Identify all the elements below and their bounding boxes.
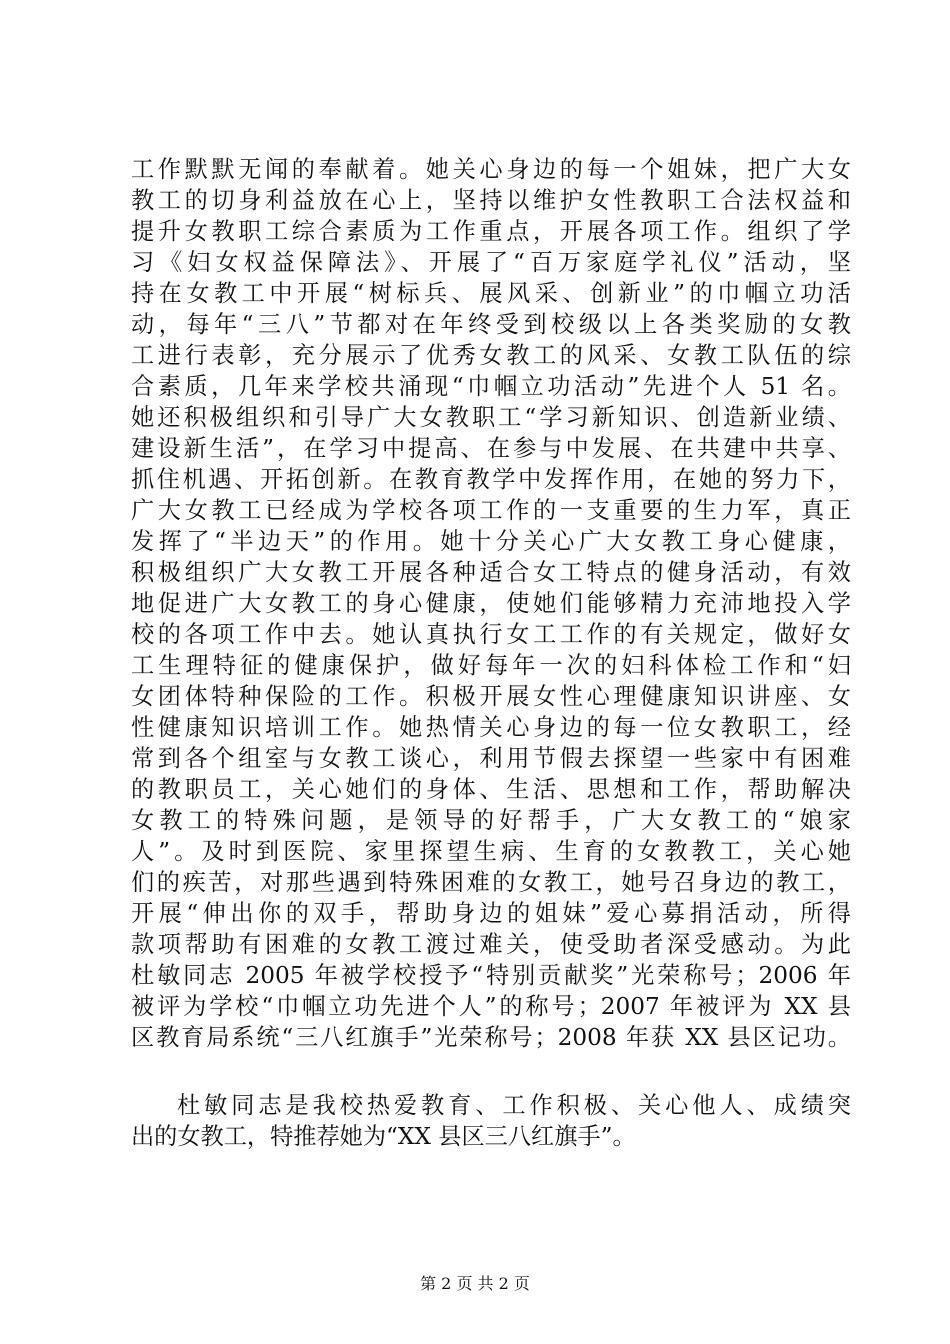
text-line: 动，每年“三八”节都对在年终受到校级以上各类奖励的女教 — [131, 311, 851, 338]
text-line: 的教职员工，关心她们的身体、生活、思想和工作，帮助解决 — [131, 776, 851, 803]
paragraph-1 — [131, 154, 851, 1053]
text-line: 地促进广大女教工的身心健康，使她们能够精力充沛地投入学 — [131, 590, 851, 617]
text-line: 工生理特征的健康保护，做好每年一次的妇科体检工作和“妇 — [131, 652, 851, 679]
text-line: 建设新生活”，在学习中提高、在参与中发展、在共建中共享、 — [131, 435, 851, 462]
text-line: 广大女教工已经成为学校各项工作的一支重要的生力军，真正 — [131, 497, 851, 524]
text-line: 习《妇女权益保障法》、开展了“百万家庭学礼仪”活动，坚 — [131, 249, 851, 276]
text-line: 杜敏同志 2005 年被学校授予“特别贡献奖”光荣称号；2006 年 — [131, 962, 851, 989]
text-line: 区教育局系统“三八红旗手”光荣称号；2008 年获 XX 县区记功。 — [131, 1024, 851, 1051]
paragraph-gap — [131, 1053, 851, 1090]
text-line: 常到各个组室与女教工谈心，利用节假去探望一些家中有困难 — [131, 745, 851, 772]
document-body — [131, 154, 851, 1152]
text-line: 校的各项工作中去。她认真执行女工工作的有关规定，做好女 — [131, 621, 851, 648]
text-line: 提升女教职工综合素质为工作重点，开展各项工作。组织了学 — [131, 218, 851, 245]
text-line: 工进行表彰，充分展示了优秀女教工的风采、女教工队伍的综 — [131, 342, 851, 369]
text-line: 抓住机遇、开拓创新。在教育教学中发挥作用，在她的努力下， — [131, 466, 851, 493]
page-footer: 第 2 页 共 2 页 — [420, 1274, 530, 1293]
text-line: 被评为学校“巾帼立功先进个人”的称号；2007 年被评为 XX 县 — [131, 993, 851, 1020]
text-line: 女团体特种保险的工作。积极开展女性心理健康知识讲座、女 — [131, 683, 851, 710]
paragraph-2 — [131, 1090, 851, 1152]
text-line: 合素质，几年来学校共涌现“巾帼立功活动”先进个人 51 名。 — [131, 373, 851, 400]
text-line: 开展“伸出你的双手，帮助身边的姐妹”爱心募捐活动，所得 — [131, 900, 851, 927]
text-line: 们的疾苦，对那些遇到特殊困难的女教工，她号召身边的教工， — [131, 869, 851, 896]
text-line: 发挥了“半边天”的作用。她十分关心广大女教工身心健康， — [131, 528, 851, 555]
text-line: 教工的切身利益放在心上，坚持以维护女性教职工合法权益和 — [131, 187, 851, 214]
text-line: 款项帮助有困难的女教工渡过难关，使受助者深受感动。为此 — [131, 931, 851, 958]
text-line: 女教工的特殊问题，是领导的好帮手，广大女教工的“娘家 — [131, 807, 851, 834]
text-line: 性健康知识培训工作。她热情关心身边的每一位女教职工，经 — [131, 714, 851, 741]
text-line: 人”。及时到医院、家里探望生病、生育的女教教工，关心她 — [131, 838, 851, 865]
text-line: 她还积极组织和引导广大女教职工“学习新知识、创造新业绩、 — [131, 404, 851, 431]
text-line: 积极组织广大女教工开展各种适合女工特点的健身活动，有效 — [131, 559, 851, 586]
text-line: 工作默默无闻的奉献着。她关心身边的每一个姐妹，把广大女 — [131, 156, 851, 183]
text-line: 持在女教工中开展“树标兵、展风采、创新业”的巾帼立功活 — [131, 280, 851, 307]
text-line: 杜敏同志是我校热爱教育、工作积极、关心他人、成绩突 — [177, 1092, 851, 1119]
text-line: 出的女教工，特推荐她为“XX 县区三八红旗手”。 — [131, 1123, 636, 1150]
